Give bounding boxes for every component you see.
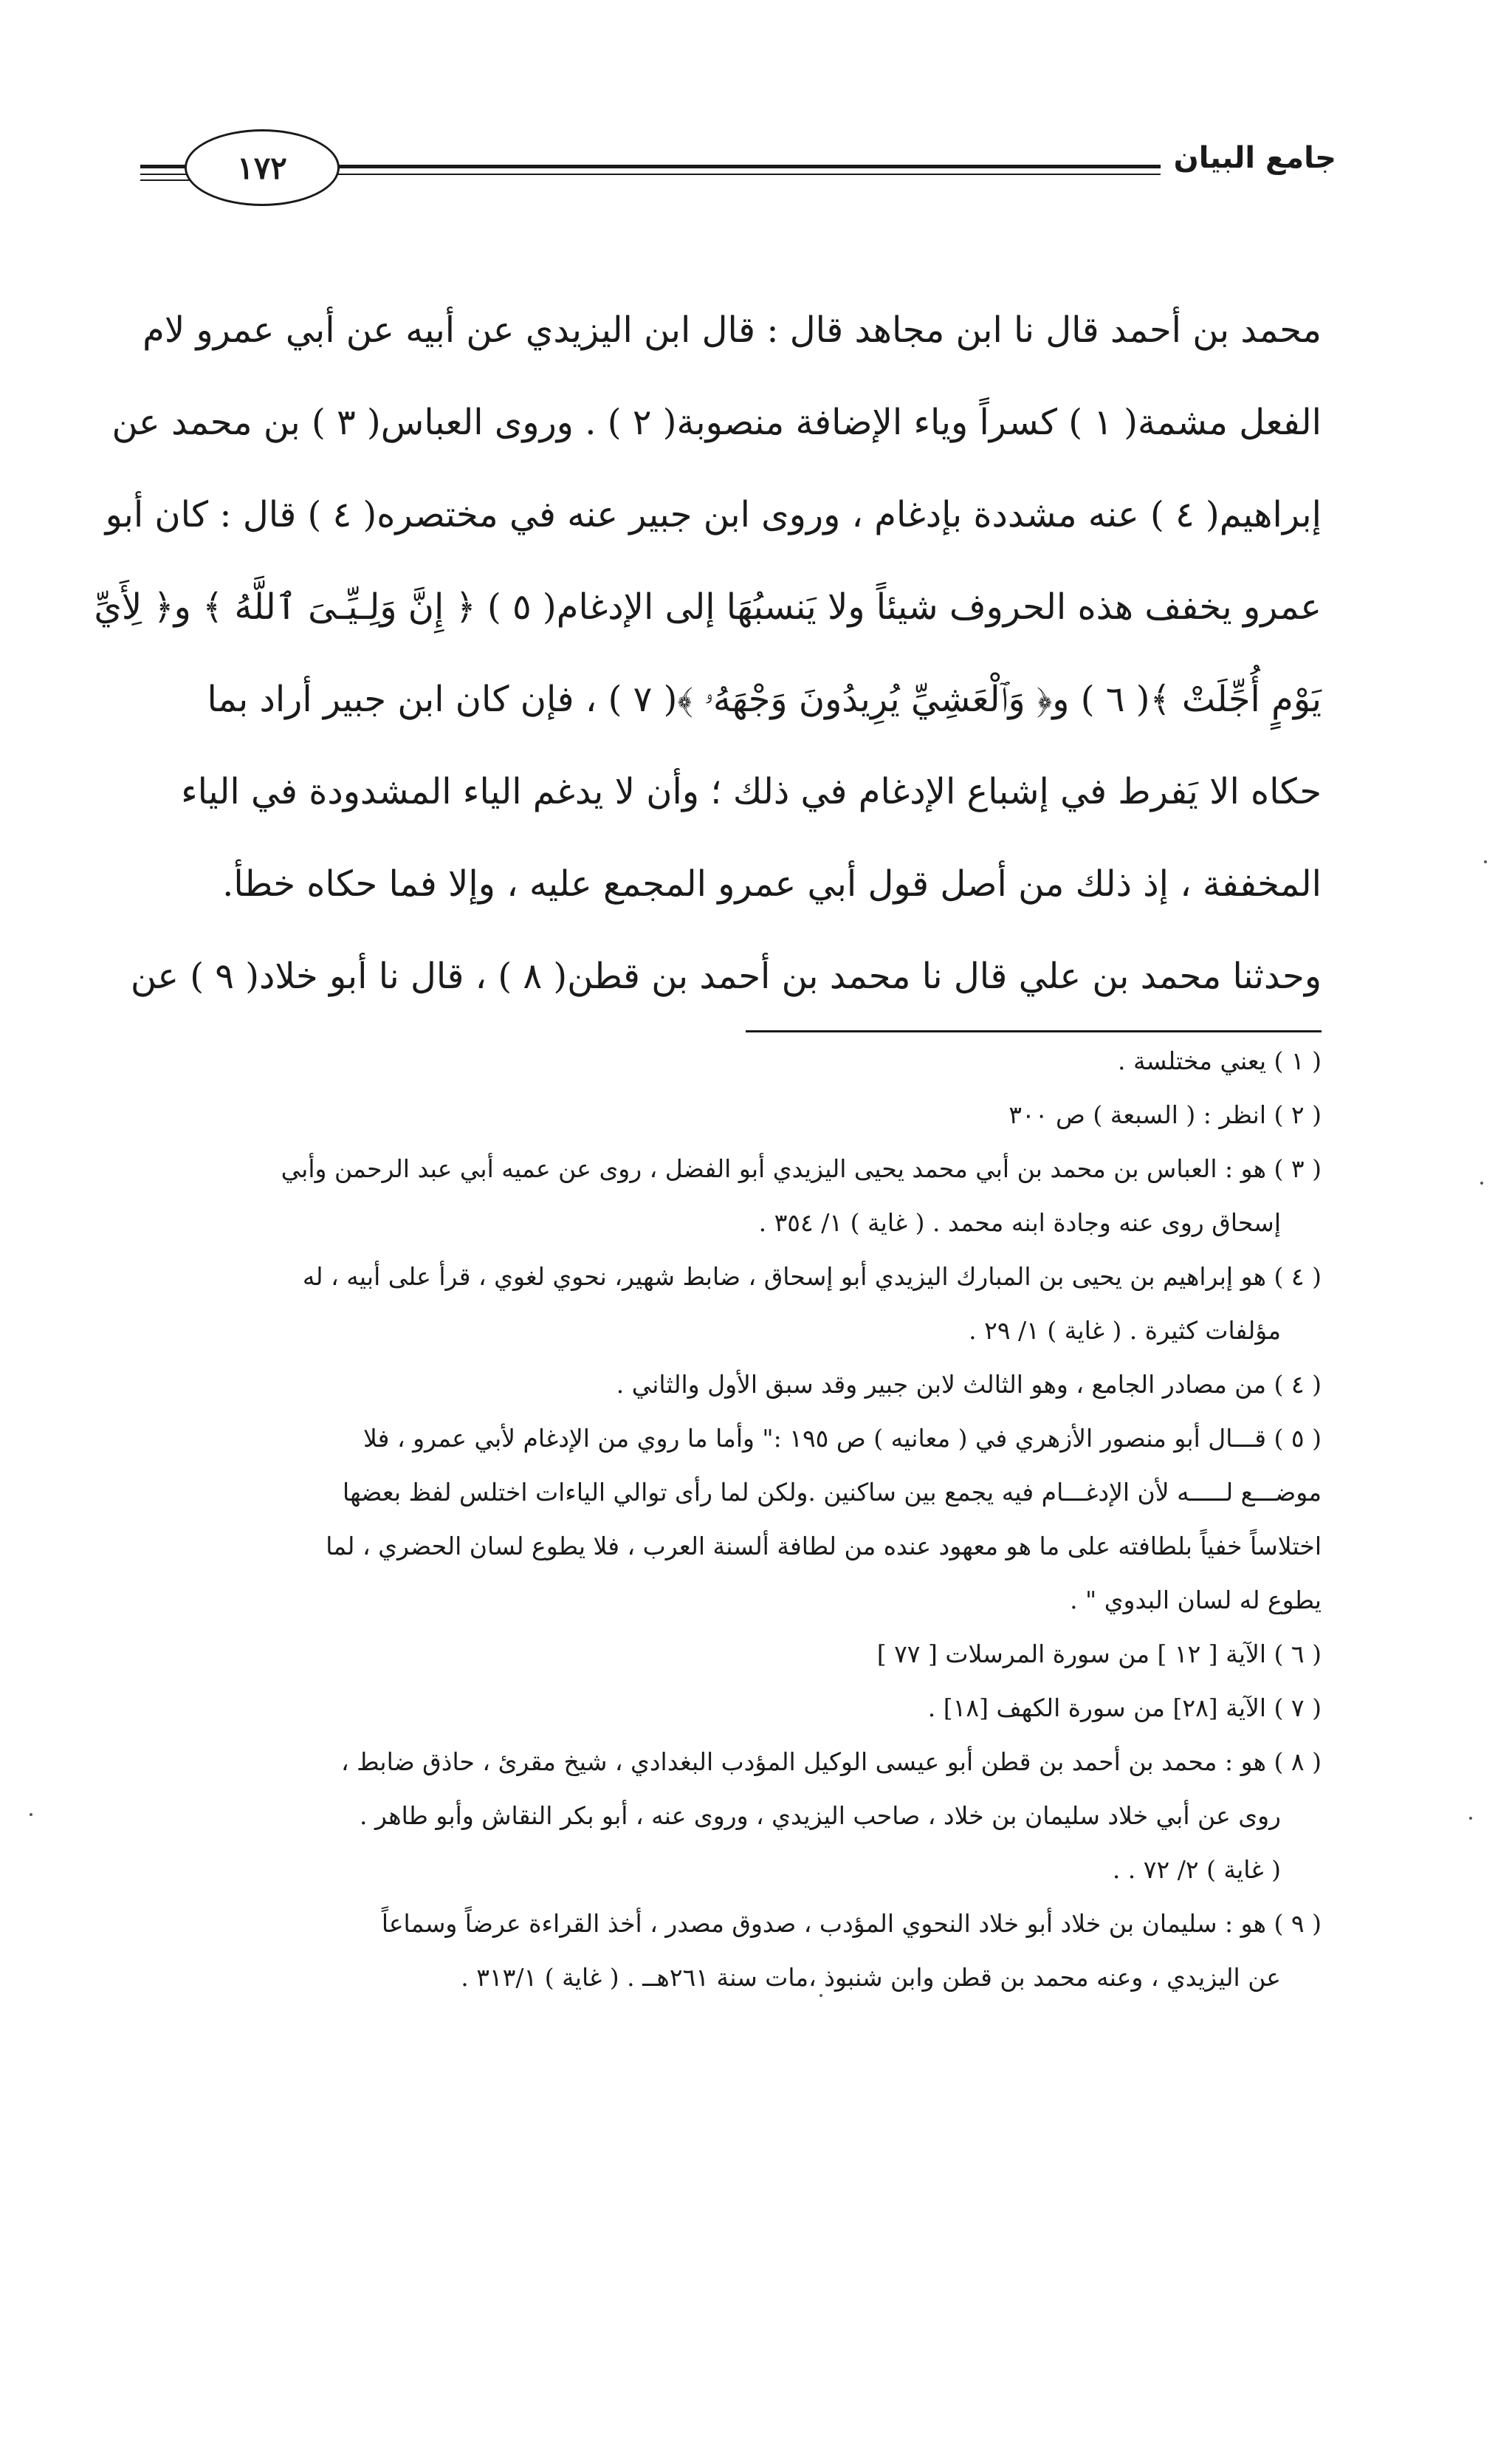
main-text-block <box>94 284 1322 1023</box>
footnote-line: ( ٢ ) انظر : ( السبعة ) ص ٣٠٠ <box>1008 1100 1322 1129</box>
footnote-line: ( ٧ ) الآية [٢٨] من سورة الكهف [١٨] . <box>927 1693 1322 1722</box>
main-text-line: الفعل مشمة( ١ ) كسراً وياء الإضافة منصوبة( ٢ ) . وروى العباس( ٣ ) بن محمد عن <box>111 402 1322 443</box>
footnotes-block <box>170 1034 1322 2004</box>
footnote-line: اختلاساً خفياً بلطافته على ما هو معهود عنده من لطافة ألسنة العرب ، فلا يطوع لسان الحضري ، لما <box>326 1532 1322 1560</box>
main-text-line: يَوْمٍ أُجِّلَتْ ﴾( ٦ ) و﴿ وَٱلْعَشِيِّ يُرِيدُونَ وَجْهَهُۥ ﴾( ٧ ) ، فإن كان ابن جبير أراد بما <box>207 679 1322 720</box>
page-number-frame <box>185 129 340 206</box>
footnote-line: عن اليزيدي ، وعنه محمد بن قطن وابن شنبوذ ،مات سنة ٢٦١هــ . ( غاية ) ٣١٣/١ . <box>461 1963 1281 1992</box>
main-text-line: المخففة ، إذ ذلك من أصل قول أبي عمرو المجمع عليه ، وإلا فما حكاه خطأ. <box>222 863 1322 905</box>
footnote-line: ( ٩ ) هو : سليمان بن خلاد أبو خلاد النحوي المؤدب ، صدوق مصدر ، أخذ القراءة عرضاً وسماعاً <box>381 1909 1322 1938</box>
main-text-line: عمرو يخفف هذه الحروف شيئاً ولا يَنسبُهَا إلى الإدغام( ٥ ) ﴿ إِنَّ وَلِـيِّـىَ ٱللَّهُ ﴾ و﴿ لِأَيِّ <box>94 586 1322 628</box>
footnote-line: موضـــع لـــــه لأن الإدغـــام فيه يجمع بين ساكنين .ولكن لما رأى توالي الياءات اختلس لفظ بعضها <box>343 1478 1322 1507</box>
scan-speck <box>30 1813 32 1816</box>
main-text-line: وحدثنا محمد بن علي قال نا محمد بن أحمد بن قطن( ٨ ) ، قال نا أبو خلاد( ٩ ) عن <box>130 956 1322 997</box>
scan-speck <box>1480 1182 1483 1185</box>
running-title: جامع البيان <box>1161 141 1336 175</box>
footnote-line: ( ٦ ) الآية [ ١٢ ] من سورة المرسلات [ ٧٧ ] <box>876 1640 1322 1668</box>
footnote-line: ( ٨ ) هو : محمد بن أحمد بن قطن أبو عيسى الوكيل المؤدب البغدادي ، شيخ مقرئ ، حاذق ضابط ، <box>340 1747 1322 1776</box>
footnote-line: ( ٣ ) هو : العباس بن محمد بن أبي محمد يحيى اليزيدي أبو الفضل ، روى عن عميه أبي عبد الرحمن وأبي <box>281 1154 1322 1183</box>
main-text-line: حكاه الا يَفرط في إشباع الإدغام في ذلك ؛ وأن لا يدغم الياء المشدودة في الياء <box>181 771 1322 812</box>
footnote-line: مؤلفات كثيرة . ( غاية ) ١/ ٢٩ . <box>969 1316 1281 1345</box>
footnote-line: ( ٥ ) قـــال أبو منصور الأزهري في ( معانيه ) ص ١٩٥ :" وأما ما روي من الإدغام لأبي عمرو ، فلا <box>362 1424 1322 1453</box>
footnote-line: يطوع له لسان البدوي " . <box>1070 1586 1322 1614</box>
footnote-line: إسحاق روى عنه وجادة ابنه محمد . ( غاية ) ١/ ٣٥٤ . <box>758 1208 1281 1237</box>
footnote-line: ( ٤ ) من مصادر الجامع ، وهو الثالث لابن جبير وقد سبق الأول والثاني . <box>616 1370 1322 1399</box>
scan-speck <box>819 1994 822 1997</box>
main-text-line: إبراهيم( ٤ ) عنه مشددة بإدغام ، وروى ابن جبير عنه في مختصره( ٤ ) قال : كان أبو <box>105 494 1322 535</box>
scan-speck <box>1484 860 1487 863</box>
footnote-separator <box>746 1030 1322 1032</box>
page-header <box>140 129 1336 210</box>
footnote-line: ( ١ ) يعني مختلسة . <box>1118 1046 1322 1075</box>
main-text-line: محمد بن أحمد قال نا ابن مجاهد قال : قال ابن اليزيدي عن أبيه عن أبي عمرو لام <box>142 309 1322 351</box>
scan-speck <box>1469 1817 1472 1820</box>
footnote-line: ( ٤ ) هو إبراهيم بن يحيى بن المبارك اليزيدي أبو إسحاق ، ضابط شهير، نحوي لغوي ، قرأ على أبيه ، له <box>302 1262 1322 1291</box>
page-number: ١٧٢ <box>237 149 287 186</box>
footnote-line: ( غاية ) ٢/ ٧٢ . . <box>1112 1855 1281 1884</box>
footnote-line: روى عن أبي خلاد سليمان بن خلاد ، صاحب اليزيدي ، وروى عنه ، أبو بكر النقاش وأبو طاهر . <box>360 1801 1281 1830</box>
